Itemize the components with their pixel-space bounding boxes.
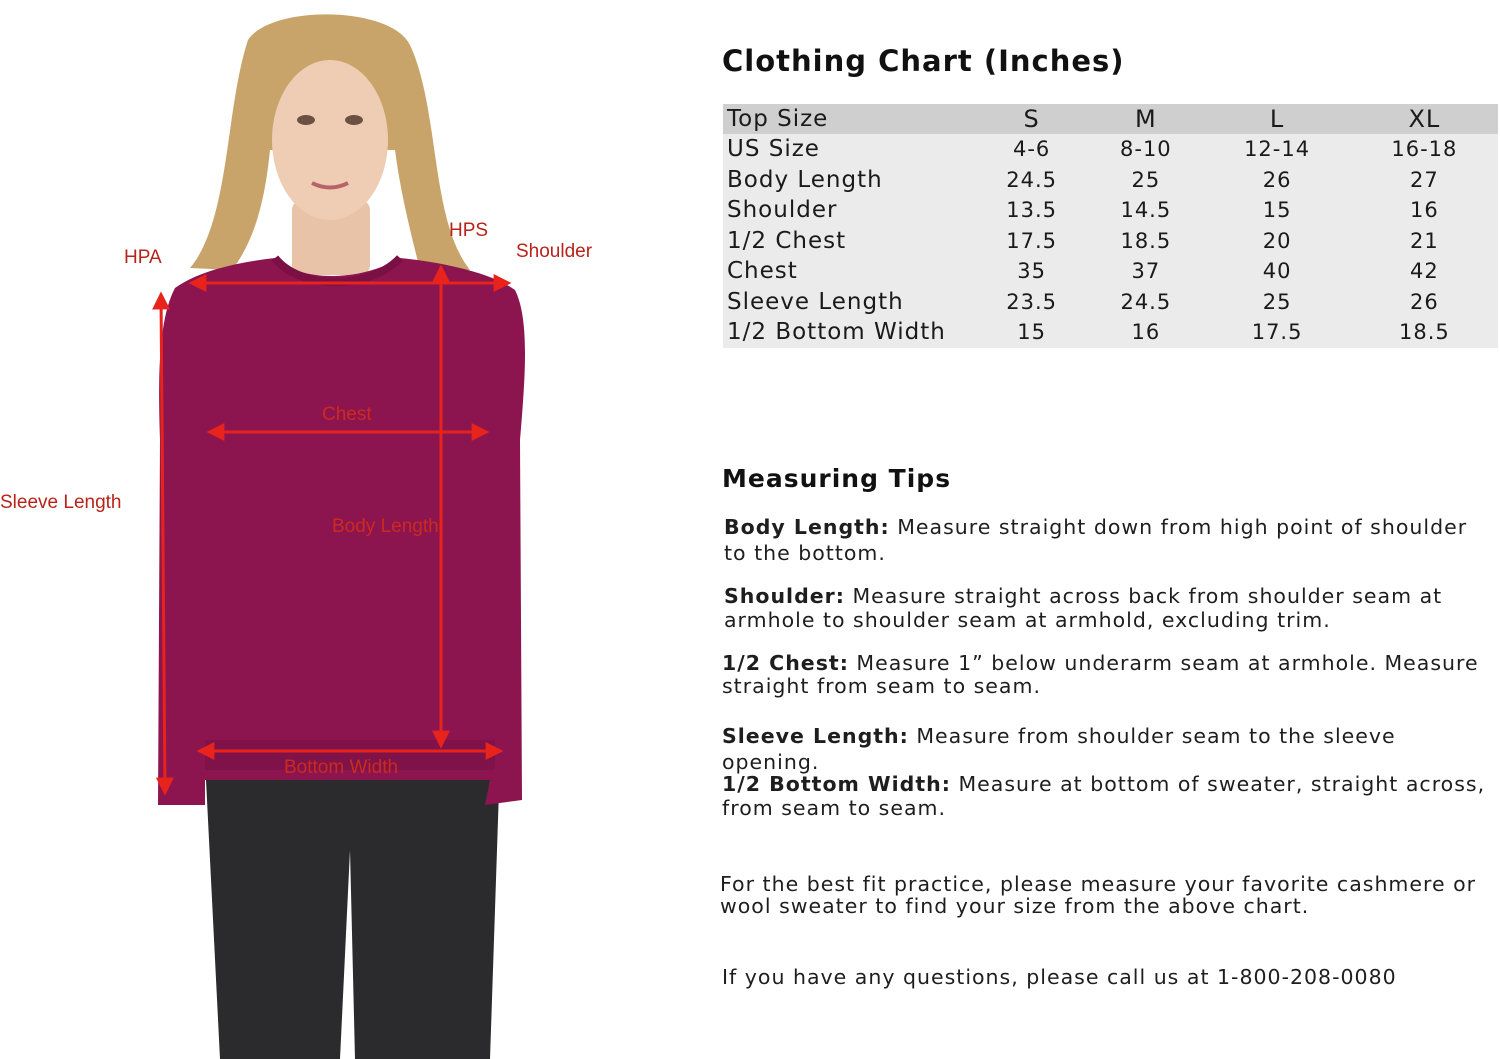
value-cell: 16 <box>1131 320 1161 345</box>
value-cell: 17.5 <box>1251 320 1303 345</box>
model-illustration <box>0 0 660 1059</box>
tip-term: 1/2 Chest: <box>722 651 849 675</box>
value-cell: 24.5 <box>1120 289 1172 314</box>
row-label-cell: Body Length <box>727 166 883 193</box>
tip-term: Shoulder: <box>724 584 845 608</box>
label-body-length: Body Length <box>332 516 439 537</box>
row-label-cell: Sleeve Length <box>727 288 904 315</box>
value-cell: 42 <box>1409 259 1439 284</box>
label-sleeve-length: Sleeve Length <box>0 492 122 513</box>
header-cell: L <box>1203 104 1350 134</box>
value-cell: 16 <box>1409 198 1439 223</box>
value-cell: 25 <box>1131 167 1161 192</box>
tips-title: Measuring Tips <box>722 464 952 493</box>
value-cell: 18.5 <box>1398 320 1450 345</box>
row-label-cell: 1/2 Chest <box>727 227 847 254</box>
header-cell: M <box>1088 104 1203 134</box>
value-cell: 37 <box>1131 259 1161 284</box>
value-cell: 8-10 <box>1120 137 1172 162</box>
value-cell: 23.5 <box>1006 289 1057 314</box>
value-cell: 4-6 <box>1012 137 1051 162</box>
value-cell: 13.5 <box>1006 198 1057 223</box>
label-hpa: HPA <box>124 247 162 268</box>
tip-text: Measure straight across back from shoulder seam at armhole to shoulder seam at armhold, excluding trim. <box>724 584 1443 632</box>
table-row <box>723 256 1498 287</box>
label-shoulder: Shoulder <box>516 241 593 262</box>
fit-note: For the best fit practice, please measure your favorite cashmere or wool sweater to find your size from the above chart. <box>720 872 1477 918</box>
tip-text: Measure at bottom of sweater, straight across, from seam to seam. <box>722 772 1486 820</box>
tip-shoulder <box>724 584 1494 632</box>
tip-text: Measure straight down from high point of shoulder to the bottom. <box>724 515 1468 565</box>
value-cell: 14.5 <box>1120 198 1172 223</box>
tip-term: 1/2 Bottom Width: <box>722 772 951 796</box>
label-hps: HPS <box>449 220 489 241</box>
value-cell: 15 <box>1262 198 1292 223</box>
value-cell: 18.5 <box>1120 228 1172 253</box>
value-cell: 16-18 <box>1391 137 1458 162</box>
tip-half-chest <box>722 652 1492 698</box>
value-cell: 26 <box>1262 167 1292 192</box>
value-cell: 27 <box>1409 167 1439 192</box>
tip-sleeve-length <box>722 723 1492 775</box>
value-cell: 20 <box>1262 228 1292 253</box>
size-chart-table <box>723 104 1498 348</box>
value-cell: 40 <box>1262 259 1292 284</box>
row-label-cell: Shoulder <box>727 197 838 224</box>
table-row <box>723 165 1498 196</box>
tip-body-length <box>724 514 1494 566</box>
table-row <box>723 317 1498 348</box>
table-row <box>723 226 1498 257</box>
tip-term: Sleeve Length: <box>722 724 909 748</box>
table-row <box>723 287 1498 318</box>
header-cell: Top Size <box>723 104 975 134</box>
face <box>272 60 388 220</box>
pants <box>205 760 500 1059</box>
value-cell: 24.5 <box>1006 167 1057 192</box>
header-cell: S <box>975 104 1088 134</box>
table-row <box>723 195 1498 226</box>
tip-term: Body Length: <box>724 515 890 539</box>
table-body <box>723 134 1498 348</box>
row-label-cell: Chest <box>727 258 798 285</box>
header-cell: XL <box>1351 104 1498 134</box>
value-cell: 25 <box>1262 289 1292 314</box>
label-chest: Chest <box>322 404 372 425</box>
value-cell: 35 <box>1017 259 1046 284</box>
value-cell: 12-14 <box>1244 137 1311 162</box>
row-label-cell: US Size <box>727 136 820 163</box>
value-cell: 15 <box>1017 320 1046 345</box>
label-bottom-width: Bottom Width <box>284 757 399 778</box>
value-cell: 21 <box>1409 228 1439 253</box>
chart-title: Clothing Chart (Inches) <box>722 44 1125 78</box>
model-figure <box>0 0 660 1059</box>
tip-half-bottom-width <box>722 772 1492 820</box>
tip-text: Measure 1” below underarm seam at armhole. Measure straight from seam to seam. <box>722 651 1479 698</box>
table-header-row <box>723 104 1498 134</box>
value-cell: 17.5 <box>1006 228 1057 253</box>
tip-text: Measure from shoulder seam to the sleeve opening. <box>722 724 1396 774</box>
row-label-cell: 1/2 Bottom Width <box>727 319 946 346</box>
contact-note: If you have any questions, please call us at 1-800-208-0080 <box>722 965 1397 989</box>
table-row <box>723 134 1498 165</box>
value-cell: 26 <box>1409 289 1439 314</box>
